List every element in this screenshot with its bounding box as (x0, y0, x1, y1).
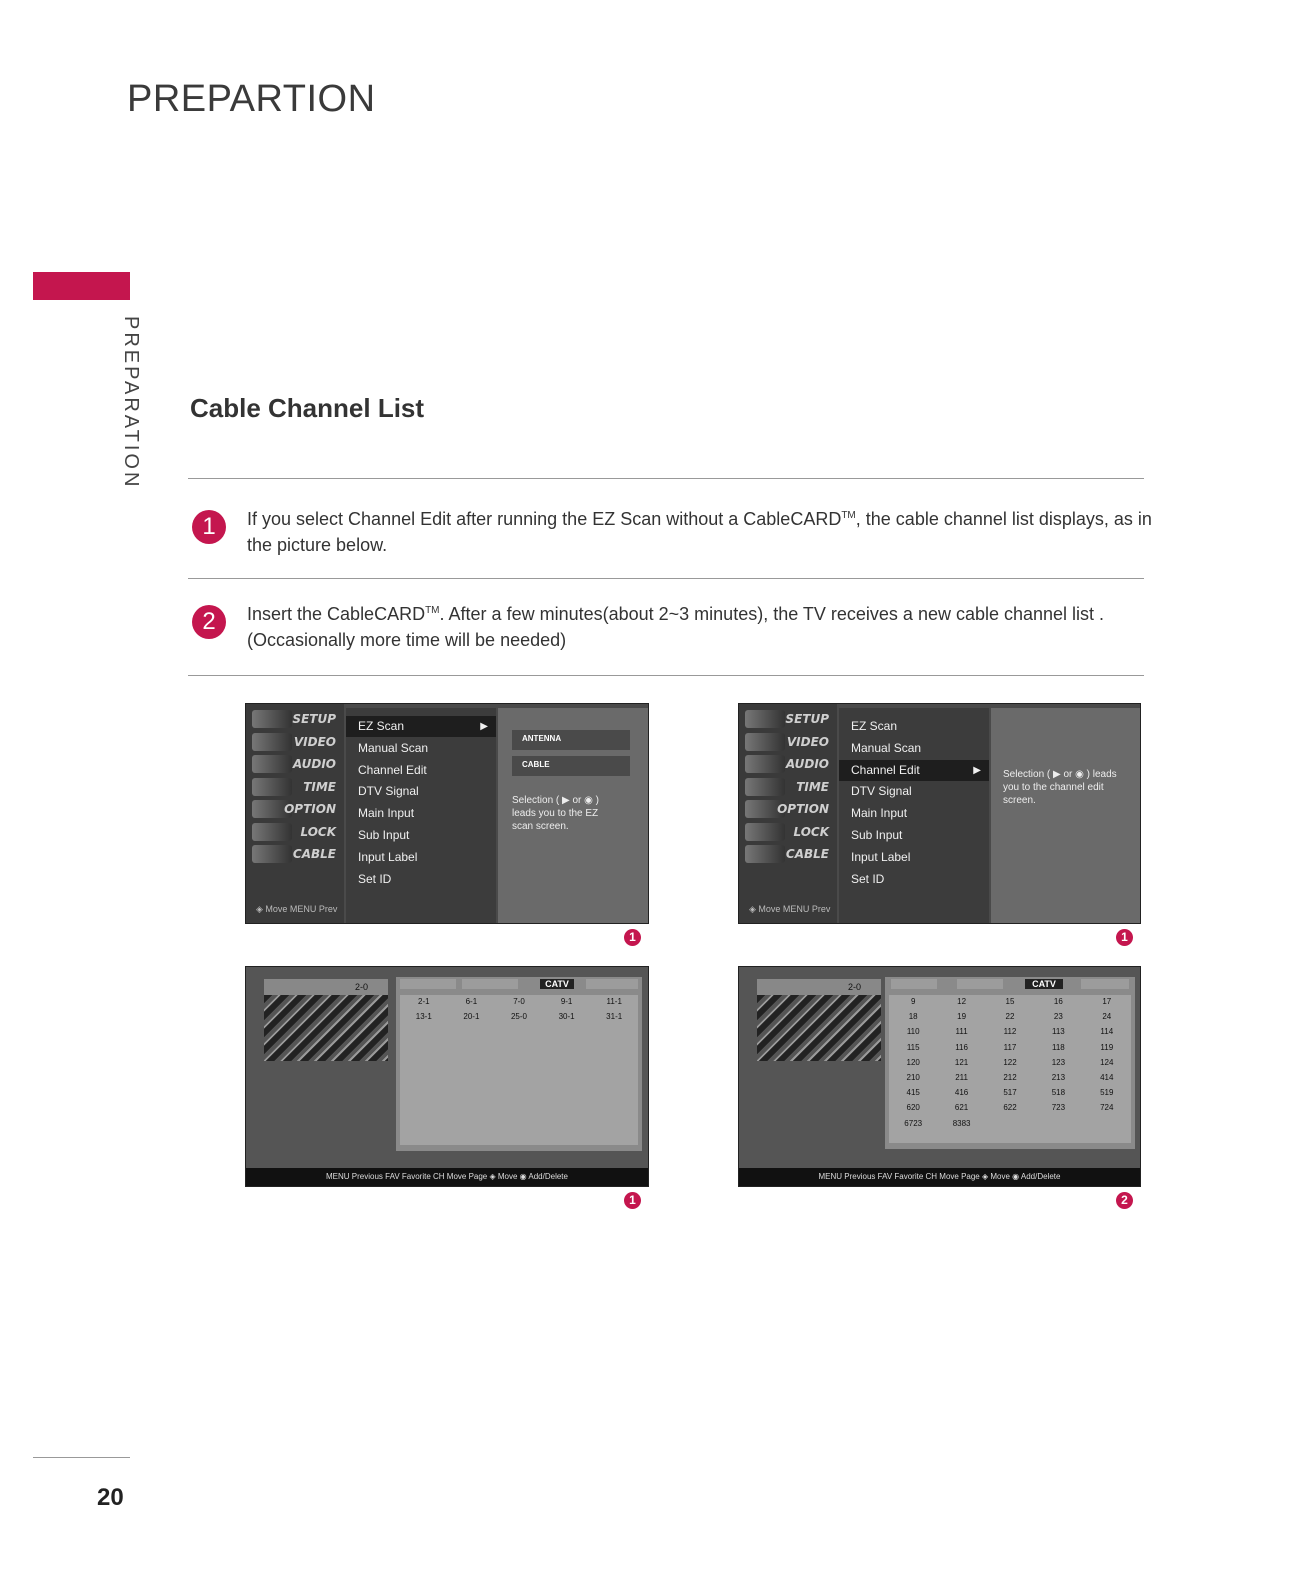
channel-cell[interactable]: 723 (1051, 1103, 1066, 1113)
channel-cell[interactable]: 2-1 (418, 997, 430, 1006)
band-tab-catv: CATV (1025, 979, 1063, 989)
bottom-help-bar: MENU Previous FAV Favorite CH Move Page ◈ Move ◉ Add/Delete (739, 1168, 1140, 1186)
preview-channel-label: 2-0 (757, 979, 881, 995)
menu-item-channel-edit[interactable] (346, 760, 496, 781)
cable-row (512, 756, 630, 776)
channel-grid-panel (885, 977, 1135, 1149)
channel-cell[interactable]: 9-1 (560, 997, 573, 1006)
side-tab (120, 316, 160, 490)
menu-item-label: Main Input (851, 806, 908, 821)
menu-item-manual-scan[interactable] (346, 738, 496, 759)
channel-cell[interactable]: 12 (957, 997, 967, 1006)
setup-menu-list (346, 708, 496, 923)
category-audio[interactable]: AUDIO (292, 757, 336, 771)
category-lock[interactable]: LOCK (793, 824, 829, 839)
menu-item-label: DTV Signal (358, 784, 419, 799)
channel-list-screenshot (738, 966, 1141, 1187)
preview-channel-label: 2-0 (264, 979, 388, 995)
menu-item-label: Input Label (358, 849, 418, 864)
category-video[interactable]: VIDEO (293, 734, 336, 749)
channel-cell[interactable]: 6723 (904, 1118, 923, 1128)
arrow-right-icon: ▶ (973, 764, 981, 776)
channel-cell[interactable]: 110 (906, 1027, 920, 1037)
channel-cell[interactable]: 113 (1052, 1027, 1065, 1037)
channel-grid-panel (396, 977, 642, 1151)
menu-item-label: DTV Signal (851, 784, 912, 799)
menu-item-label: Sub Input (358, 828, 410, 842)
channel-cell[interactable]: 620 (906, 1103, 920, 1113)
channel-cell[interactable]: 114 (1100, 1027, 1114, 1037)
menu-item-main-input[interactable] (839, 803, 989, 824)
channel-cell[interactable]: 518 (1051, 1088, 1066, 1098)
category-option[interactable]: OPTION (284, 802, 336, 816)
step-1-text (247, 503, 1157, 558)
nav-hint: ◈ Move MENU Prev (749, 904, 831, 914)
channel-cell[interactable]: 22 (1005, 1012, 1015, 1022)
menu-item-sub-input[interactable] (839, 825, 989, 846)
side-tab-label: PREPARATION (120, 316, 142, 490)
channel-cell[interactable]: 122 (1003, 1057, 1017, 1067)
channel-cell[interactable]: 621 (954, 1103, 969, 1113)
channel-cell[interactable]: 519 (1100, 1088, 1114, 1098)
channel-cell[interactable]: 517 (1003, 1088, 1017, 1098)
band-tab (586, 979, 638, 989)
menu-item-label: Input Label (851, 849, 911, 864)
step-2-text (247, 598, 1157, 653)
band-tabs (396, 977, 642, 991)
channel-cell[interactable]: 124 (1100, 1057, 1114, 1067)
channel-cell[interactable]: 18 (908, 1012, 918, 1022)
step-1-text-a: If you select Channel Edit after running the EZ Scan without a CableCARD (247, 509, 842, 529)
figure-badge: 1 (1116, 929, 1133, 946)
channel-cell[interactable]: 622 (1003, 1103, 1017, 1113)
channel-list-screenshot (245, 966, 649, 1187)
setup-menu-screenshot (245, 703, 649, 924)
antenna-row (512, 730, 630, 750)
step-2-text-b: . After a few minutes(about 2~3 minutes), the TV receives a new cable channel list . (Occasionally more time will be needed) (247, 604, 1105, 650)
category-video[interactable]: VIDEO (786, 734, 829, 749)
band-tab (462, 979, 518, 989)
channel-cell[interactable]: 415 (906, 1088, 920, 1098)
category-audio[interactable]: AUDIO (785, 757, 829, 771)
page-header-title: PREPARTION (127, 78, 376, 120)
divider (188, 578, 1144, 579)
preview-image (264, 995, 388, 1061)
trademark: TM (425, 605, 440, 616)
channel-cell[interactable]: 123 (1051, 1057, 1066, 1067)
channel-cell[interactable]: 118 (1052, 1042, 1065, 1052)
channel-cell[interactable]: 115 (906, 1042, 920, 1052)
band-tab (400, 979, 456, 989)
step-1-text-b: , the cable channel list displays, as in the picture below. (247, 509, 1152, 555)
channel-grid (889, 995, 1131, 1143)
menu-item-label: Set ID (358, 871, 392, 886)
channel-cell[interactable]: 416 (954, 1088, 969, 1098)
trademark: TM (841, 510, 856, 521)
page-number: 20 (97, 1484, 124, 1511)
arrow-right-icon: ▶ (480, 721, 488, 732)
menu-item-label: Sub Input (851, 828, 903, 842)
figure-badge: 2 (1116, 1192, 1133, 1209)
channel-cell[interactable]: 6-1 (465, 997, 478, 1006)
menu-item-label: EZ Scan (851, 719, 898, 733)
info-text: Selection ( ▶ or ◉ ) leads you to the channel edit screen. (1003, 769, 1117, 806)
preview-window (264, 979, 388, 1061)
channel-cell[interactable]: 13-1 (415, 1012, 432, 1021)
category-cable[interactable]: CABLE (292, 847, 336, 861)
channel-cell[interactable]: 211 (955, 1073, 968, 1082)
step-number-badge: 2 (192, 605, 226, 639)
channel-cell[interactable]: 414 (1100, 1073, 1114, 1082)
channel-cell[interactable]: 17 (1102, 997, 1112, 1006)
section-title: Cable Channel List (190, 393, 425, 423)
setup-menu-list (839, 708, 989, 923)
channel-cell[interactable]: 9 (910, 997, 916, 1006)
channel-cell[interactable]: 7-0 (513, 997, 525, 1006)
menu-item-dtv-signal[interactable] (839, 781, 989, 802)
step-number-badge: 1 (192, 510, 226, 544)
category-column (246, 704, 344, 923)
menu-item-manual-scan[interactable] (839, 738, 989, 759)
menu-item-input-label[interactable] (346, 847, 496, 868)
band-tabs (885, 977, 1135, 991)
menu-item-sub-input[interactable] (346, 825, 496, 846)
category-setup[interactable]: SETUP (785, 712, 829, 726)
footer-divider (33, 1457, 130, 1458)
channel-cell[interactable]: 25-0 (510, 1012, 527, 1021)
figure-badge: 1 (624, 1192, 641, 1209)
channel-cell[interactable]: 116 (955, 1042, 968, 1052)
channel-cell[interactable]: 210 (906, 1073, 920, 1082)
band-tab (891, 979, 937, 989)
channel-cell[interactable]: 112 (1003, 1027, 1017, 1037)
figure-badge: 1 (624, 929, 641, 946)
side-tab-marker (33, 272, 130, 300)
menu-item-channel-edit[interactable] (839, 760, 989, 781)
channel-cell[interactable]: 30-1 (558, 1012, 575, 1021)
category-cable[interactable]: CABLE (785, 847, 829, 861)
menu-item-label: Manual Scan (851, 740, 922, 755)
channel-cell[interactable]: 31-1 (606, 1012, 623, 1021)
info-panel (498, 708, 648, 923)
channel-cell[interactable]: 120 (906, 1057, 920, 1067)
step-2-text-a: Insert the CableCARD (247, 604, 426, 624)
preview-image (757, 995, 881, 1061)
category-column (739, 704, 837, 923)
band-tab (1081, 979, 1129, 989)
channel-cell[interactable]: 213 (1051, 1073, 1066, 1082)
setup-menu-screenshot (738, 703, 1141, 924)
channel-cell[interactable]: 23 (1053, 1012, 1063, 1022)
bottom-help-bar: MENU Previous FAV Favorite CH Move Page ◈ Move ◉ Add/Delete (246, 1168, 648, 1186)
menu-item-input-label[interactable] (839, 847, 989, 868)
menu-item-label: EZ Scan (358, 719, 405, 733)
menu-item-label: Channel Edit (851, 762, 920, 777)
info-panel (991, 708, 1140, 923)
cable-label: CABLE (522, 760, 550, 769)
preview-window (757, 979, 881, 1061)
channel-cell[interactable]: 19 (957, 1012, 967, 1022)
category-lock[interactable]: LOCK (300, 824, 336, 839)
nav-hint: ◈ Move MENU Prev (256, 904, 338, 914)
band-tab (957, 979, 1003, 989)
channel-cell[interactable]: 8383 (952, 1118, 971, 1128)
channel-cell[interactable]: 121 (954, 1057, 969, 1067)
menu-item-ez-scan[interactable] (346, 716, 496, 737)
menu-item-label: Manual Scan (358, 740, 429, 755)
channel-cell[interactable]: 24 (1102, 1012, 1112, 1022)
category-time[interactable]: TIME (796, 779, 829, 794)
menu-item-dtv-signal[interactable] (346, 781, 496, 802)
menu-item-ez-scan[interactable] (839, 716, 989, 737)
menu-item-set-id[interactable] (839, 869, 989, 890)
channel-cell[interactable]: 15 (1005, 997, 1015, 1006)
divider (188, 675, 1144, 676)
menu-item-label: Main Input (358, 806, 415, 821)
channel-cell[interactable]: 111 (955, 1027, 968, 1037)
channel-grid (400, 995, 638, 1145)
menu-item-main-input[interactable] (346, 803, 496, 824)
channel-cell[interactable]: 11-1 (606, 997, 622, 1006)
divider (188, 478, 1144, 479)
channel-cell[interactable]: 212 (1003, 1073, 1017, 1082)
category-time[interactable]: TIME (303, 779, 336, 794)
category-option[interactable]: OPTION (777, 802, 829, 816)
menu-item-label: Set ID (851, 871, 885, 886)
menu-item-set-id[interactable] (346, 869, 496, 890)
channel-cell[interactable]: 724 (1100, 1103, 1114, 1113)
channel-cell[interactable]: 117 (1003, 1042, 1017, 1052)
channel-cell[interactable]: 20-1 (463, 1012, 480, 1021)
channel-cell[interactable]: 119 (1100, 1042, 1114, 1052)
band-tab-catv: CATV (540, 979, 574, 989)
info-text: Selection ( ▶ or ◉ ) leads you to the EZ scan screen. (512, 795, 599, 832)
menu-item-label: Channel Edit (358, 762, 427, 777)
channel-cell[interactable]: 16 (1053, 997, 1063, 1006)
antenna-label: ANTENNA (522, 734, 562, 743)
category-setup[interactable]: SETUP (292, 712, 336, 726)
